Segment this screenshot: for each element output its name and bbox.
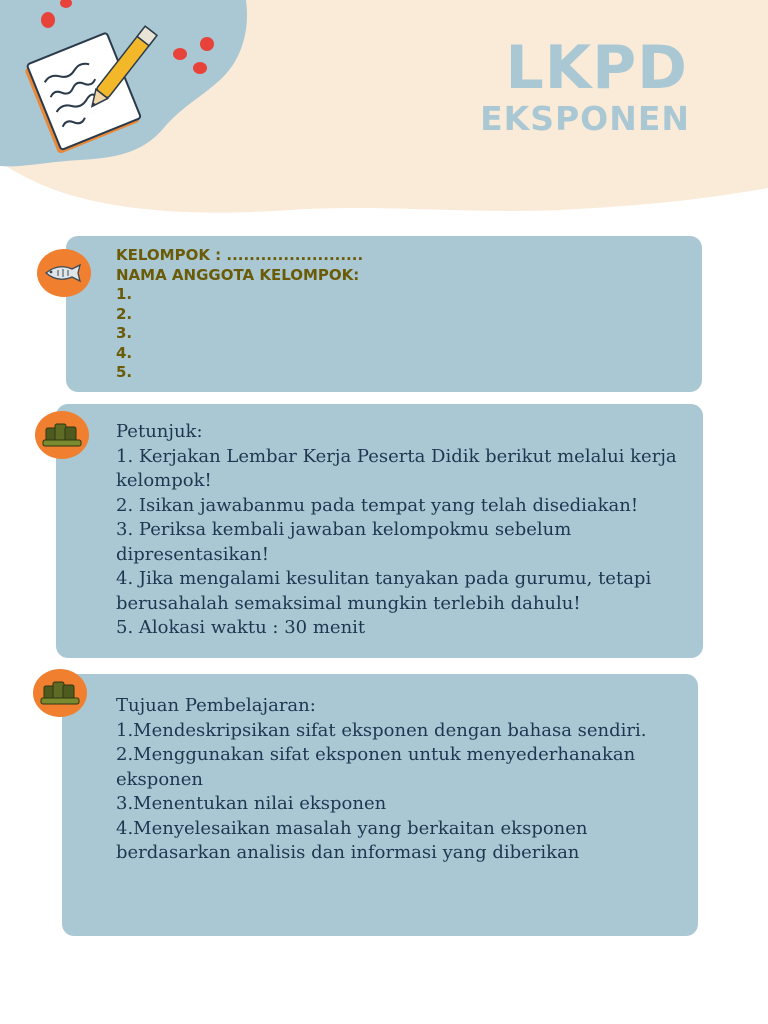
instruction-line: 1. Kerjakan Lembar Kerja Peserta Didik berikut melalui kerja bbox=[116, 445, 677, 467]
instruction-line: berusahalah semaksimal mungkin terlebih dahulu! bbox=[116, 592, 581, 614]
group-info bbox=[116, 246, 363, 383]
fish-icon-badge bbox=[36, 248, 92, 298]
objective-line: 1.Mendeskripsikan sifat eksponen dengan bahasa sendiri. bbox=[116, 719, 647, 741]
bread-basket-icon-badge bbox=[32, 668, 88, 718]
objectives-heading: Tujuan Pembelajaran: bbox=[116, 695, 316, 716]
member-number: 3. bbox=[116, 324, 133, 342]
objective-line: 2.Menggunakan sifat eksponen untuk menyederhanakan bbox=[116, 744, 636, 765]
instruction-line: dipresentasikan! bbox=[116, 543, 269, 565]
objectives-text bbox=[116, 694, 647, 866]
objective-line: 3.Menentukan nilai eksponen bbox=[116, 793, 387, 814]
member-number: 2. bbox=[116, 304, 133, 323]
instructions-text bbox=[116, 420, 677, 641]
objective-line: 4.Menyelesaikan masalah yang berkaitan eksponen bbox=[116, 817, 588, 839]
bread-basket-icon-badge bbox=[34, 410, 90, 460]
member-number: 5. bbox=[116, 363, 133, 381]
members-label: NAMA ANGGOTA KELOMPOK: bbox=[116, 265, 360, 284]
group-label: KELOMPOK : ........................ bbox=[116, 246, 364, 264]
instruction-line: 5. Alokasi waktu : 30 menit bbox=[116, 617, 366, 638]
member-number: 1. bbox=[116, 285, 133, 303]
page-title: LKPD bbox=[505, 33, 688, 103]
instruction-line: 4. Jika mengalami kesulitan tanyakan pada gurumu, tetapi bbox=[116, 568, 652, 589]
objective-line: eksponen bbox=[116, 768, 203, 790]
instruction-line: 2. Isikan jawabanmu pada tempat yang telah disediakan! bbox=[116, 494, 639, 516]
instruction-line: 3. Periksa kembali jawaban kelompokmu sebelum bbox=[116, 519, 572, 540]
instructions-heading: Petunjuk: bbox=[116, 421, 203, 442]
page-subtitle: EKSPONEN bbox=[480, 99, 690, 138]
instruction-line: kelompok! bbox=[116, 470, 212, 491]
objective-line: berdasarkan analisis dan informasi yang diberikan bbox=[116, 842, 580, 863]
member-number: 4. bbox=[116, 343, 133, 362]
